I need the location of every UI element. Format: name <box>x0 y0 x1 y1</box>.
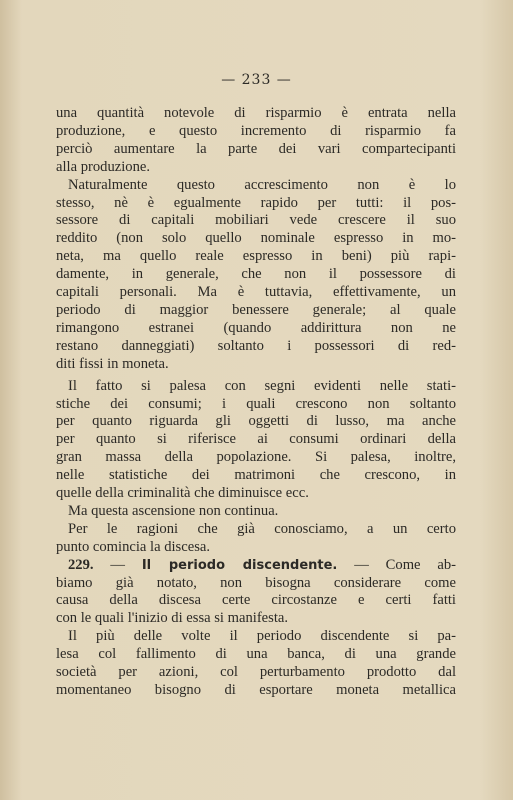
paragraph <box>56 105 456 177</box>
text-line: Il più delle volte il periodo discendente si pa- <box>68 628 456 645</box>
text-line: società per azioni, col perturbamento prodotto dal <box>56 664 456 681</box>
text-line: con le quali l'inizio di essa si manifesta. <box>56 610 289 627</box>
text-line: reddito (non solo quello nominale espresso in mo- <box>56 230 456 247</box>
text-line: nelle statistiche dei matrimoni che crescono, in <box>56 467 456 484</box>
text-line: per quanto si riferisce ai consumi ordinari della <box>56 431 456 448</box>
paragraph <box>56 378 456 503</box>
text-line: Naturalmente questo accrescimento non è lo <box>68 176 456 193</box>
text-line: capitali personali. Ma è tuttavia, effettivamente, un <box>56 284 456 301</box>
text-line: stiche dei consumi; i quali crescono non soltanto <box>56 395 456 412</box>
text-line: una quantità notevole di risparmio è entrata nella <box>56 105 456 121</box>
text-line: Il fatto si palesa con segni evidenti nelle stati- <box>68 377 456 394</box>
text-line: momentaneo bisogno di esportare moneta metallica <box>56 682 456 698</box>
text-line: quelle della criminalità che diminuisce ecc. <box>56 485 309 502</box>
text-line: per quanto riguarda gli oggetti di lusso, ma anche <box>56 413 456 430</box>
text-line: produzione, e questo incremento di risparmio fa <box>56 122 456 139</box>
section-title: Il periodo discendente. <box>141 557 338 573</box>
text-line: diti fissi in moneta. <box>56 355 169 372</box>
text-line: sessore di capitali mobiliari vede crescere il suo <box>56 212 456 229</box>
paragraph <box>56 177 456 374</box>
paragraph <box>56 628 456 700</box>
text-line: Ma questa ascensione non continua. <box>68 502 279 519</box>
section-heading-line <box>56 557 456 575</box>
text-line: stesso, nè è egualmente rapido per tutti: il pos- <box>56 194 456 211</box>
paragraph <box>56 521 456 557</box>
body-text <box>56 105 456 700</box>
text-line: restano danneggiati) soltanto i possessori di red- <box>56 337 456 354</box>
text-line: alla produzione. <box>56 158 151 175</box>
section-first-line-rest: — Come ab- <box>337 556 456 573</box>
text-line: causa della discesa certe circostanze e certi fatti <box>56 592 456 609</box>
text-line: neta, ma quello reale espresso in beni) più rapi- <box>56 248 456 265</box>
paragraph <box>56 503 456 521</box>
text-line: gran massa della popolazione. Si palesa, inoltre, <box>56 449 456 466</box>
text-line: punto comincia la discesa. <box>56 538 210 555</box>
text-line: lesa col fallimento di una banca, di una grande <box>56 646 456 663</box>
section-number: 229. <box>68 556 94 573</box>
text-line: Per le ragioni che già conosciamo, a un certo <box>68 520 456 537</box>
page-number: — 233 — <box>221 72 292 88</box>
text-line: perciò aumentare la parte dei vari compartecipanti <box>56 140 456 157</box>
section-229 <box>56 557 456 629</box>
text-line: biamo già notato, non bisogna considerare come <box>56 574 456 591</box>
text-line: periodo di maggior benessere generale; al quale <box>56 301 456 318</box>
text-line: rimangono estranei (quando addirittura non ne <box>56 319 456 336</box>
section-dash: — <box>93 556 142 573</box>
text-line: damente, in generale, che non il possessore di <box>56 266 456 283</box>
